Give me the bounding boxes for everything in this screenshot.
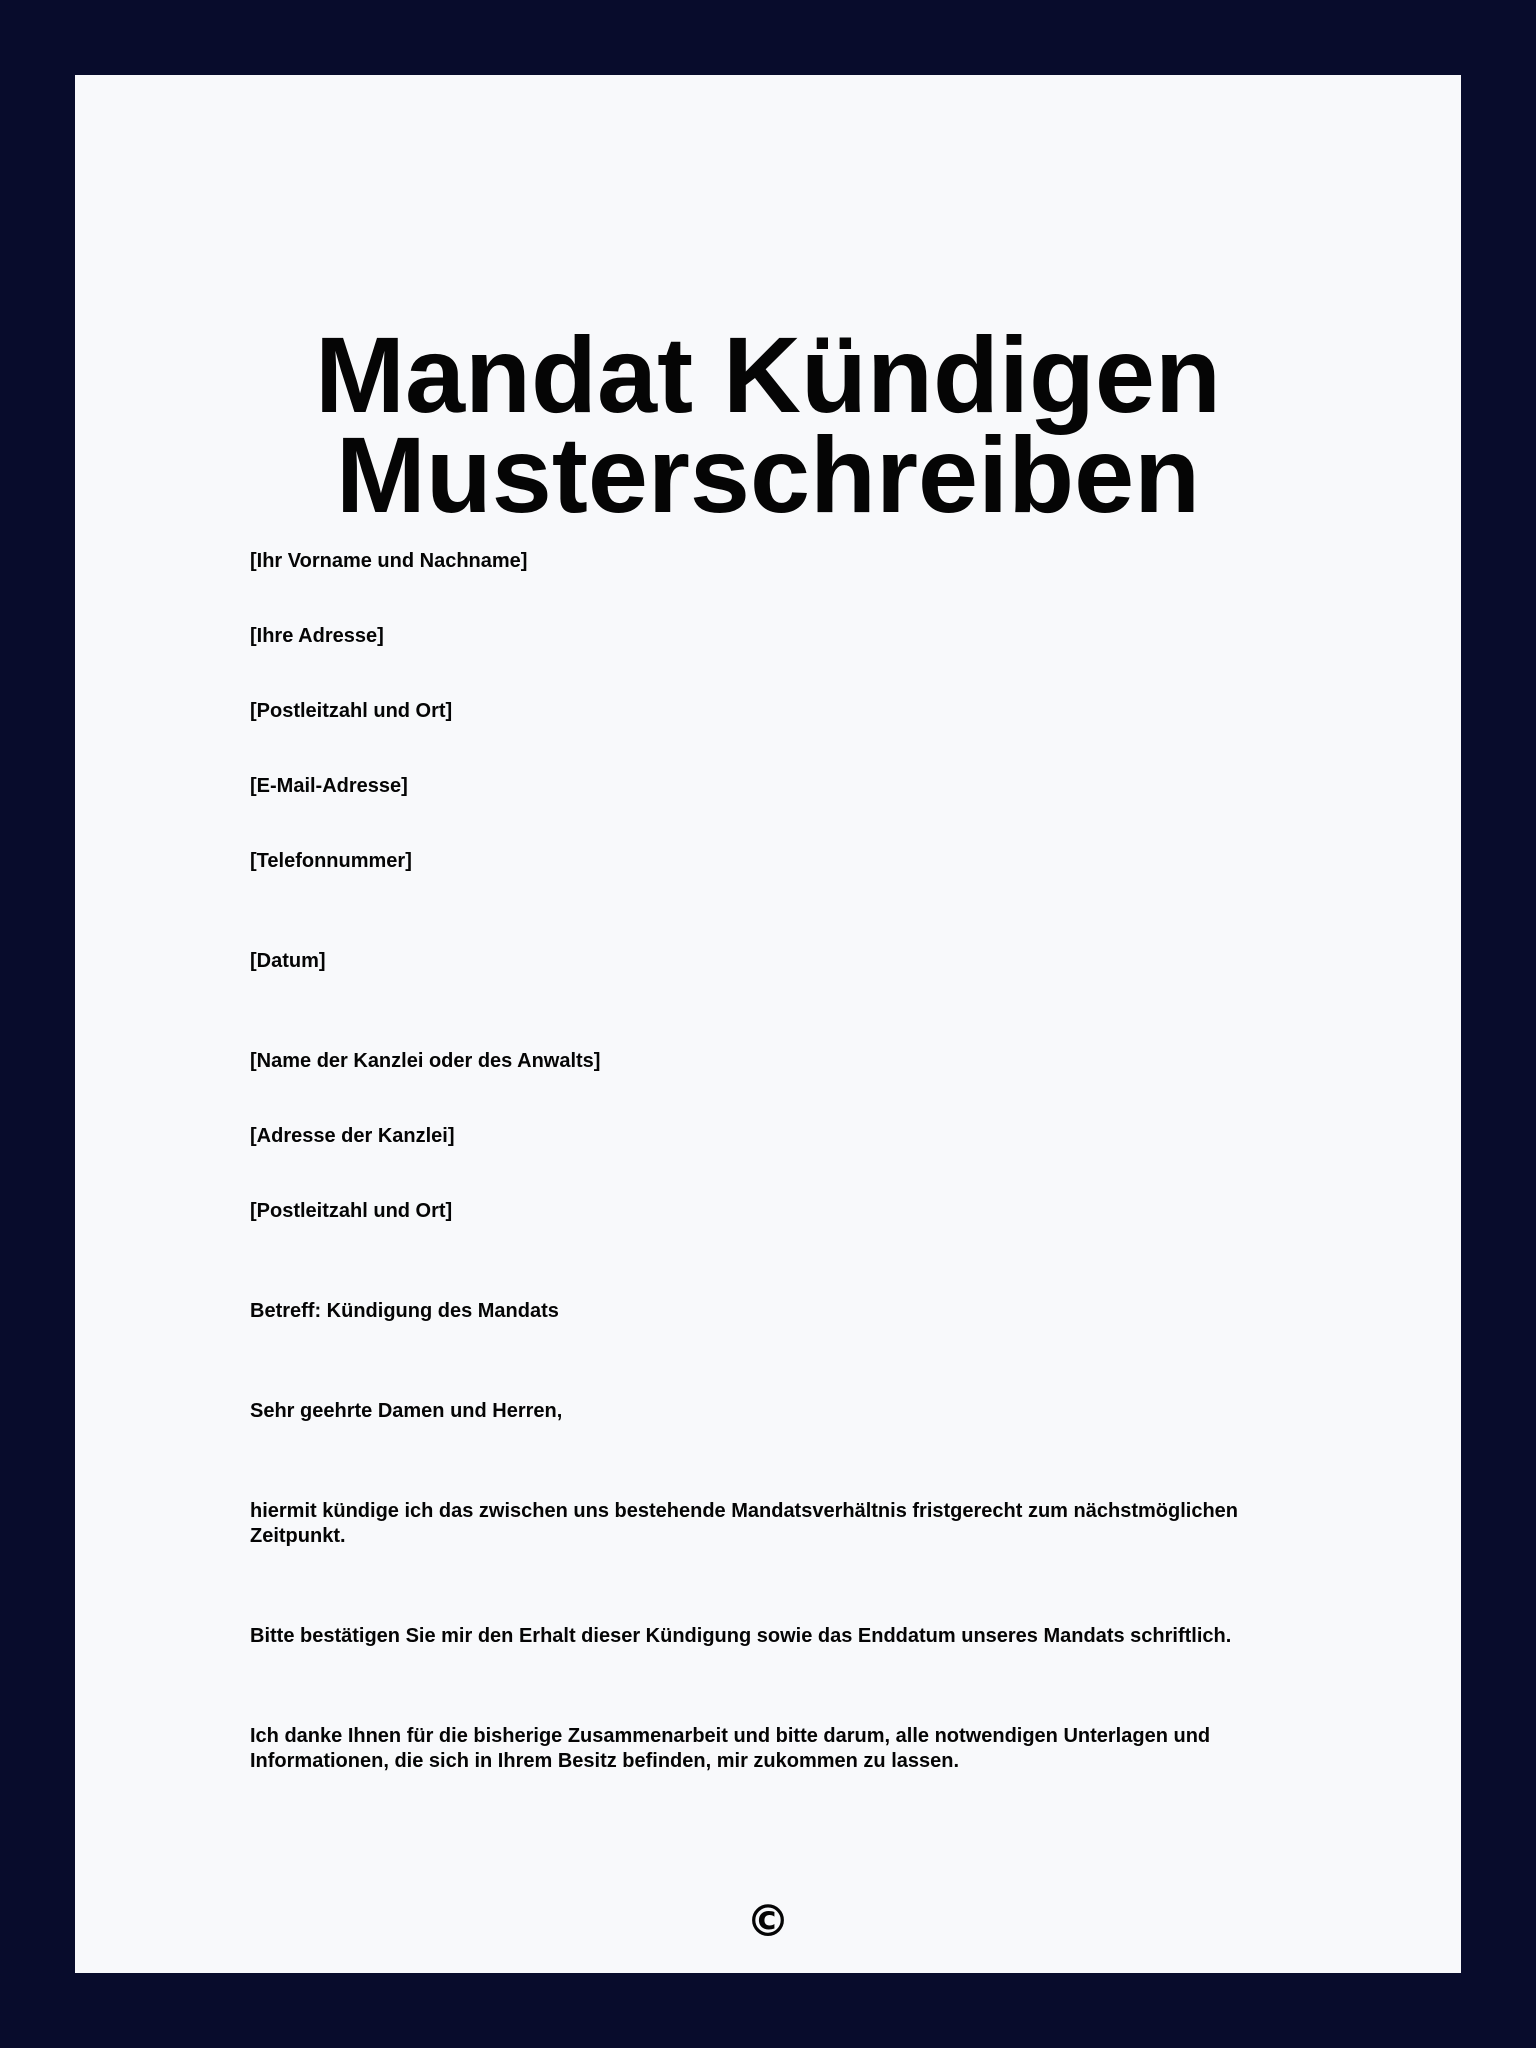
document-page <box>75 75 1461 1973</box>
recipient-postal-city: [Postleitzahl und Ort] <box>250 1200 453 1222</box>
letter-paragraph-3: Ich danke Ihnen für die bisherige Zusammenarbeit und bitte darum, alle notwendigen Unterlagen und Informationen, die sich in Ihrem Besitz befinden, mir zukommen zu lassen. <box>250 1725 1211 1772</box>
letter-paragraph-1: hiermit kündige ich das zwischen uns bestehende Mandatsverhältnis fristgerecht zum nächstmöglichen Zeitpunkt. <box>250 1500 1238 1547</box>
sender-email: [E-Mail-Adresse] <box>250 775 408 797</box>
letter-date: [Datum] <box>250 950 326 972</box>
sender-name: [Ihr Vorname und Nachname] <box>250 550 528 572</box>
document-title <box>75 314 1461 535</box>
title-line-2: Musterschreiben <box>335 414 1201 535</box>
letter-paragraph-2: Bitte bestätigen Sie mir den Erhalt dieser Kündigung sowie das Enddatum unseres Mandats schriftlich. <box>250 1625 1232 1647</box>
recipient-address: [Adresse der Kanzlei] <box>250 1125 455 1147</box>
sender-postal-city: [Postleitzahl und Ort] <box>250 700 453 722</box>
copyright-icon: © <box>746 1896 790 1947</box>
sender-address: [Ihre Adresse] <box>250 625 384 647</box>
recipient-name: [Name der Kanzlei oder des Anwalts] <box>250 1050 601 1072</box>
letter-salutation: Sehr geehrte Damen und Herren, <box>250 1400 563 1422</box>
letter-subject: Betreff: Kündigung des Mandats <box>250 1300 559 1322</box>
title-line-1: Mandat Kündigen <box>315 314 1221 435</box>
sender-phone: [Telefonnummer] <box>250 850 412 872</box>
